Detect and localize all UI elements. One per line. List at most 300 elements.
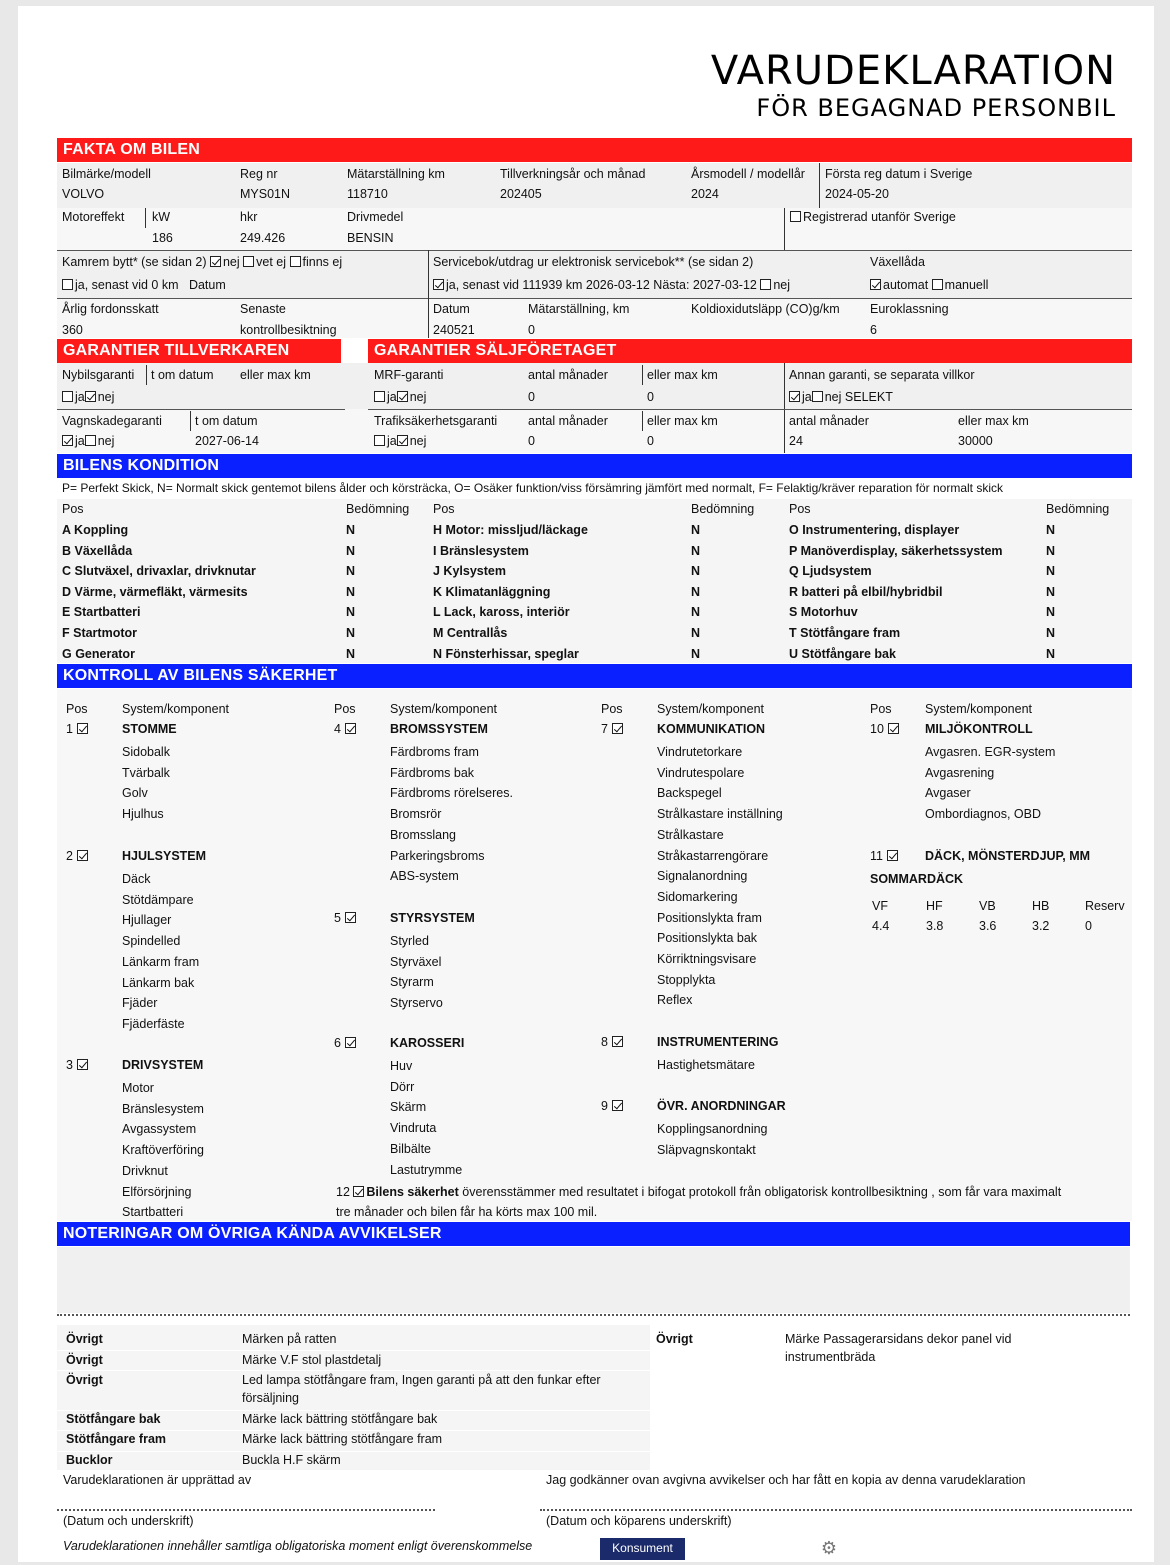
component-item: Stötdämpare [122, 892, 194, 907]
divider [145, 208, 146, 228]
group-title: DÄCK, MÖNSTERDJUP, MM [925, 849, 1091, 863]
value-mrf-man: 0 [528, 390, 535, 404]
component-item: Styrled [390, 934, 429, 948]
note-key: Stötfångare fram [66, 1432, 167, 1446]
mrf-ja-checkbox[interactable] [374, 391, 385, 402]
component-item: Avgaser [925, 786, 971, 801]
note-key: Bucklor [66, 1453, 113, 1467]
pos-checkbox[interactable] [77, 850, 88, 861]
group-title: DRIVSYSTEM [122, 1058, 204, 1072]
note-value: Led lampa stötfångare fram, Ingen garanti på att den funkar efter [242, 1373, 601, 1387]
tire-label: HB [1032, 899, 1050, 913]
pos-checkbox[interactable] [888, 723, 899, 734]
pos-num: 10 [870, 722, 884, 736]
label-antal2: antal månader [528, 414, 608, 428]
component-item: Kraftöverföring [122, 1143, 204, 1158]
label-nej: nej [409, 434, 427, 448]
label-drivmedel: Drivmedel [347, 210, 404, 224]
kondition-item: Q Ljudsystem [789, 564, 872, 579]
component-item: Styrarm [390, 975, 434, 990]
section-header-kondition: BILENS KONDITION [57, 454, 1132, 478]
label-antal-annan: antal månader [789, 414, 869, 428]
kondition-bg [57, 499, 1132, 663]
label-ellermax: eller max km [647, 368, 718, 382]
section-header-sakerhet: KONTROLL AV BILENS SÄKERHET [57, 664, 1132, 688]
kondition-rating: N [691, 626, 701, 640]
kondition-item: M Centrallås [433, 626, 508, 640]
label-pos: Pos [62, 502, 84, 516]
label-automat: automat [883, 278, 929, 292]
component-item: Skärm [390, 1100, 427, 1115]
kondition-item: P Manöverdisplay, säkerhetssystem [789, 543, 1003, 558]
divider [57, 298, 1132, 299]
group-title: STOMME [122, 722, 177, 736]
title-line1: VARUDEKLARATION [710, 48, 1116, 94]
label-forsta: Första reg datum i Sverige [825, 167, 973, 181]
component-item: Släpvagnskontakt [657, 1142, 756, 1157]
kamrem-ja-row [62, 278, 226, 292]
fakta-row2-bg [57, 208, 1132, 250]
value-matar: 118710 [347, 187, 388, 201]
nybil-jn [62, 390, 114, 404]
kondition-item: T Stötfångare fram [789, 626, 901, 640]
label-nej: nej [773, 278, 791, 292]
label-fordonsskatt: Årlig fordonsskatt [62, 302, 159, 316]
label-manuell: manuell [944, 278, 989, 292]
kondition-rating: N [691, 605, 701, 620]
component-item: Positionslykta fram [657, 910, 762, 925]
kondition-rating: N [1046, 543, 1056, 558]
divider [57, 409, 345, 410]
component-item: Avgasren. EGR-system [925, 745, 1056, 759]
label-hkr: hkr [240, 210, 258, 224]
kondition-item: U Stötfångare bak [789, 646, 896, 661]
kondition-item: A Koppling [62, 523, 129, 537]
divider [57, 1430, 650, 1431]
component-item: Startbatteri [122, 1205, 184, 1220]
pos-num: 6 [334, 1036, 341, 1050]
divider [57, 1350, 650, 1351]
sakerhet-pos-3 [66, 1058, 90, 1072]
kondition-item: B Växellåda [62, 543, 133, 558]
value-annan-km: 30000 [958, 434, 993, 448]
label-tom2: t om datum [195, 414, 258, 428]
component-item: Färdbroms rörelseres. [390, 786, 513, 801]
kondition-item: J Kylsystem [433, 564, 506, 579]
sakerhet-pos-8 [601, 1035, 625, 1049]
p12-text2: tre månader och bilen får ha körts max 100 mil. [336, 1205, 598, 1219]
label-pos: Pos [870, 702, 892, 716]
nybil-nej-checkbox[interactable] [85, 391, 96, 402]
pos-checkbox[interactable] [345, 912, 356, 923]
kondition-rating: N [691, 584, 701, 599]
divider [784, 208, 785, 250]
section-header-garanti-tillverkaren: GARANTIER TILLVERKAREN [57, 339, 341, 363]
note-value: Märke lack bättring stötfångare bak [242, 1412, 438, 1426]
component-item: Avgasrening [925, 765, 995, 780]
divider [190, 411, 191, 431]
pos-num: 1 [66, 722, 73, 736]
value-bes-datum: 240521 [433, 323, 475, 337]
value-drivmedel: BENSIN [347, 231, 394, 245]
label-sys: System/komponent [657, 702, 764, 716]
component-item: Positionslykta bak [657, 931, 758, 946]
component-item: Däck [122, 872, 151, 886]
divider [428, 250, 429, 298]
kondition-item: S Motorhuv [789, 605, 858, 620]
kondition-rating: N [346, 543, 356, 558]
kondition-item: D Värme, värmefläkt, värmesits [62, 584, 248, 599]
pos-checkbox[interactable] [77, 723, 88, 734]
servicebok-nej-checkbox[interactable] [760, 279, 771, 290]
note-value: Märken på ratten [242, 1332, 337, 1346]
automat-checkbox[interactable] [870, 279, 881, 290]
annan-ja-checkbox[interactable] [789, 391, 800, 402]
pos-num: 4 [334, 722, 341, 736]
tire-value: 3.8 [926, 919, 944, 933]
servicebok-row [433, 278, 790, 292]
vaxellada-row [870, 278, 988, 292]
signature-line-buyer [540, 1509, 1132, 1511]
label-tillv: Tillverkningsår och månad [500, 167, 646, 181]
value-annan-man: 24 [789, 434, 803, 448]
component-item: Fjäderfäste [122, 1016, 185, 1031]
kondition-rating: N [691, 543, 701, 558]
reg-utanfor-checkbox[interactable] [790, 210, 956, 224]
kondition-rating: N [691, 523, 701, 537]
value-kw: 186 [152, 231, 173, 245]
component-item: Huv [390, 1059, 413, 1073]
tire-label: VB [979, 899, 996, 913]
divider [57, 1370, 650, 1371]
kondition-rating: N [346, 564, 356, 579]
component-item: Elförsörjning [122, 1184, 192, 1199]
component-item: Hjulhus [122, 807, 164, 822]
pos-checkbox[interactable] [612, 1036, 623, 1047]
label-tom: t om datum [151, 368, 214, 382]
sakerhet-pos-10 [870, 722, 901, 736]
label-senaste: Senaste [240, 302, 286, 316]
label-upprattad: Varudeklarationen är upprättad av [63, 1473, 252, 1487]
mrf-jn [374, 390, 426, 404]
label-sys: System/komponent [122, 702, 229, 716]
label-bilmarke: Bilmärke/modell [62, 167, 151, 181]
component-item: Ombordiagnos, OBD [925, 807, 1042, 822]
divider [57, 1410, 650, 1411]
divider [642, 411, 643, 431]
value-skatt: 360 [62, 323, 83, 337]
kondition-legend: P= Perfekt Skick, N= Normalt skick gentemot bilens ålder och körsträcka, O= Osäker funktion/viss försämring jämfört med normalt, F= Felaktig/kräver reparation för normalt skick [62, 481, 1004, 495]
component-item: Hjullager [122, 913, 172, 928]
value-bes-km: 0 [528, 323, 535, 337]
component-item: Bränslesystem [122, 1101, 204, 1116]
pos-num: 8 [601, 1035, 608, 1049]
sakerhet-pos-6 [334, 1036, 358, 1050]
label-regnr: Reg nr [240, 167, 278, 181]
pos-num: 3 [66, 1058, 73, 1072]
label-pos: Pos [601, 702, 623, 716]
divider [57, 250, 1132, 251]
label-matar: Mätarställning km [347, 167, 445, 181]
sakerhet-pos-9 [601, 1099, 625, 1113]
kondition-rating: N [1046, 584, 1056, 599]
component-item: Färdbroms fram [390, 745, 479, 759]
p12-text: överensstämmer med resultatet i bifogat protokoll från obligatorisk kontrollbesiktning , som får vara maximalt [462, 1185, 1062, 1199]
value-hkr: 249.426 [240, 231, 286, 245]
kondition-rating: N [1046, 626, 1056, 640]
note-right-value: Märke Passagerarsidans dekor panel vid [785, 1332, 1012, 1346]
label-pos: Pos [334, 702, 356, 716]
kondition-rating: N [346, 626, 356, 640]
label-ja: ja [387, 390, 397, 404]
vagn-nej-checkbox[interactable] [85, 435, 96, 446]
component-item: Reflex [657, 993, 693, 1008]
group-title: KOMMUNIKATION [657, 722, 766, 736]
label-sys: System/komponent [925, 702, 1032, 716]
kondition-rating: N [346, 523, 356, 537]
component-item: ABS-system [390, 869, 459, 884]
notes-bg [57, 1325, 650, 1470]
trafik-ja-checkbox[interactable] [374, 435, 385, 446]
kondition-rating: N [1046, 564, 1056, 579]
label-pos: Pos [433, 502, 455, 516]
kamrem-row [62, 255, 342, 269]
value-arsmodell: 2024 [691, 187, 719, 201]
component-item: Strålkastare [657, 827, 724, 842]
label-ellermax2: eller max km [647, 414, 718, 428]
sakerhet-pos-4 [334, 722, 358, 736]
component-item: Stråkastarrengörare [657, 848, 769, 863]
tire-label: VF [872, 899, 888, 913]
label-datum: Datum [188, 278, 226, 292]
label-datum-under: (Datum och underskrift) [63, 1514, 194, 1528]
mrf-nej-checkbox[interactable] [397, 391, 408, 402]
label-bed: Bedömning [346, 502, 410, 516]
label-kamrem: Kamrem bytt* (se sidan 2) [62, 255, 207, 269]
label-kontrollbes: kontrollbesiktning [240, 323, 337, 337]
sakerhet-pos-7 [601, 722, 625, 736]
group-title: STYRSYSTEM [390, 911, 475, 925]
group-title: HJULSYSTEM [122, 849, 207, 863]
value-regnr: MYS01N [240, 187, 291, 201]
trafik-jn [374, 434, 426, 448]
kamrem-senast-checkbox[interactable] [62, 279, 73, 290]
divider [146, 365, 147, 385]
label-trafik: Trafiksäkerhetsgaranti [374, 414, 498, 428]
kondition-rating: N [346, 584, 356, 599]
label-pos: Pos [66, 702, 88, 716]
label-ellermax: eller max km [240, 368, 311, 382]
signature-line-seller [57, 1509, 435, 1511]
label-ja: ja [75, 390, 85, 404]
pos-checkbox[interactable] [77, 1059, 88, 1070]
value-trafik-man: 0 [528, 434, 535, 448]
label-servicebok-ja: ja, senast vid 111939 km 2026-03-12 Nästa: 2027-03-12 [446, 278, 757, 292]
p12-row [336, 1185, 1061, 1199]
pos-checkbox[interactable] [345, 723, 356, 734]
section-header-fakta: FAKTA OM BILEN [57, 138, 1132, 162]
kondition-item: E Startbatteri [62, 605, 141, 620]
component-item: Bromsrör [390, 807, 442, 822]
p12-bold: Bilens säkerhet [366, 1185, 459, 1199]
kondition-item: L Lack, kaross, interiör [433, 605, 570, 620]
note-value: Märke V.F stol plastdetalj [242, 1353, 382, 1367]
component-item: Sidomarkering [657, 889, 738, 904]
group-title: BROMSSYSTEM [390, 722, 488, 736]
divider [428, 298, 429, 338]
kondition-rating: N [1046, 523, 1056, 537]
component-item: Avgassystem [122, 1122, 197, 1137]
label-nybil: Nybilsgaranti [62, 368, 135, 382]
kamrem-vetej-checkbox[interactable] [243, 256, 254, 267]
group-title: MILJÖKONTROLL [925, 722, 1033, 736]
note-right-key: Övrigt [656, 1332, 693, 1346]
nybil-ja-checkbox[interactable] [62, 391, 73, 402]
value-bilmarke: VOLVO [62, 187, 105, 201]
label-sommar: SOMMARDÄCK [870, 872, 964, 886]
divider [57, 1314, 1130, 1316]
label-matar2: Mätarställning, km [528, 302, 630, 316]
label-nej: nej [222, 255, 240, 269]
pos-checkbox[interactable] [887, 850, 898, 861]
konsument-logo: Konsument [600, 1538, 685, 1560]
tire-value: 3.6 [979, 919, 997, 933]
label-pos: Pos [789, 502, 811, 516]
component-item: Bromsslang [390, 827, 456, 842]
kamrem-ja-checkbox[interactable] [210, 256, 221, 267]
sakerhet-pos-2 [66, 849, 90, 863]
annan-nej-checkbox[interactable] [812, 391, 823, 402]
vagn-jn [62, 434, 114, 448]
pos-num: 2 [66, 849, 73, 863]
note-right-value2: instrumentbräda [785, 1350, 876, 1364]
kondition-rating: N [346, 646, 356, 661]
note-key: Stötfångare bak [66, 1412, 161, 1426]
value-forsta: 2024-05-20 [825, 187, 889, 201]
divider [57, 1451, 650, 1452]
component-item: Sidobalk [122, 745, 170, 759]
servicebok-ja-checkbox[interactable] [433, 279, 444, 290]
sakerhet-pos-11 [870, 849, 900, 863]
note-key: Övrigt [66, 1353, 103, 1367]
label-bed: Bedömning [1046, 502, 1110, 516]
pos-num: 9 [601, 1099, 608, 1113]
label-servicebok: Servicebok/utdrag ur elektronisk servicebok** (se sidan 2) [433, 255, 754, 269]
component-item: Motor [122, 1081, 154, 1095]
value-mrf-km: 0 [647, 390, 654, 404]
section-header-noteringar: NOTERINGAR OM ÖVRIGA KÄNDA AVVIKELSER [57, 1222, 1130, 1246]
label-arsmodell: Årsmodell / modellår [691, 167, 805, 181]
pos-checkbox[interactable] [345, 1037, 356, 1048]
label-godkanner: Jag godkänner ovan avgivna avvikelser och har fått en kopia av denna varudeklaration [546, 1473, 1026, 1487]
sakerhet-pos-5 [334, 911, 358, 925]
tire-label: Reserv [1085, 899, 1125, 913]
note-value: Märke lack bättring stötfångare fram [242, 1432, 443, 1446]
kamrem-finnsej-checkbox[interactable] [290, 256, 301, 267]
label-innehaller: Varudeklarationen innehåller samtliga obligatoriska moment enligt överenskommelse [63, 1539, 533, 1553]
tire-label: HF [926, 899, 943, 913]
kondition-item: K Klimatanläggning [433, 584, 551, 599]
label-ellermax-annan: eller max km [958, 414, 1029, 428]
value-tillv: 202405 [500, 187, 542, 201]
vagn-ja-checkbox[interactable] [62, 435, 73, 446]
component-item: Färdbroms bak [390, 765, 475, 780]
pos-checkbox[interactable] [612, 1100, 623, 1111]
component-item: Fjäder [122, 996, 158, 1011]
label-ja-senast: ja, senast vid 0 km [75, 278, 179, 292]
kondition-item: F Startmotor [62, 626, 137, 640]
title-line2: FÖR BEGAGNAD PERSONBIL [756, 94, 1116, 122]
component-item: Stopplykta [657, 972, 716, 987]
kondition-item: H Motor: missljud/läckage [433, 523, 588, 537]
note-value: Buckla H.F skärm [242, 1453, 341, 1467]
seal-icon: ⚙ [820, 1538, 838, 1558]
trafik-nej-checkbox[interactable] [397, 435, 408, 446]
p12-checkbox[interactable] [353, 1186, 364, 1197]
component-item: Länkarm fram [122, 954, 200, 969]
divider [368, 409, 1132, 410]
label-ja: ja [387, 434, 397, 448]
label-sys: System/komponent [390, 702, 497, 716]
component-item: Golv [122, 786, 148, 801]
label-vetej: vet ej [256, 255, 287, 269]
label-nej-selekt: nej SELEKT [824, 390, 893, 404]
value-vagn-datum: 2027-06-14 [195, 434, 259, 448]
component-item: Lastutrymme [390, 1162, 463, 1177]
component-item: Hastighetsmätare [657, 1058, 755, 1072]
group-title: INSTRUMENTERING [657, 1035, 779, 1049]
divider [642, 365, 643, 385]
label-nej: nej [409, 390, 427, 404]
section-header-garanti-salj: GARANTIER SÄLJFÖRETAGET [368, 339, 1132, 363]
group-title: KAROSSERI [390, 1036, 465, 1050]
label-kw: kW [152, 210, 171, 224]
label-vagn: Vagnskadegaranti [62, 414, 162, 428]
component-item: Signalanordning [657, 869, 748, 884]
component-item: Dörr [390, 1079, 415, 1094]
label-nej: nej [97, 434, 115, 448]
label-mrf: MRF-garanti [374, 368, 444, 382]
component-item: Backspegel [657, 786, 722, 801]
component-item: Styrväxel [390, 954, 442, 969]
component-item: Spindelled [122, 934, 181, 949]
kondition-item: C Slutväxel, drivaxlar, drivknutar [62, 564, 256, 579]
component-item: Parkeringsbroms [390, 848, 485, 863]
sakerhet-pos-1 [66, 722, 90, 736]
tire-value: 3.2 [1032, 919, 1050, 933]
label-datum2: Datum [433, 302, 470, 316]
value-trafik-km: 0 [647, 434, 654, 448]
pos-checkbox[interactable] [612, 723, 623, 734]
component-item: Länkarm bak [122, 975, 195, 990]
label-datum-kopare: (Datum och köparens underskrift) [546, 1514, 732, 1528]
kondition-item: N Fönsterhissar, speglar [433, 646, 579, 661]
component-item: Drivknut [122, 1163, 168, 1178]
document-title [711, 48, 1116, 122]
kondition-rating: N [1046, 605, 1056, 620]
kondition-rating: N [1046, 646, 1056, 661]
note-value: försäljning [242, 1391, 299, 1405]
manuell-checkbox[interactable] [932, 279, 943, 290]
kondition-rating: N [691, 564, 701, 579]
tire-value: 4.4 [872, 919, 890, 933]
label-finnsej: finns ej [302, 255, 343, 269]
label-antal: antal månader [528, 368, 608, 382]
pos-num: 7 [601, 722, 608, 736]
note-key: Övrigt [66, 1373, 103, 1387]
label-motoreffekt: Motoreffekt [62, 210, 125, 224]
value-euro: 6 [870, 323, 877, 337]
